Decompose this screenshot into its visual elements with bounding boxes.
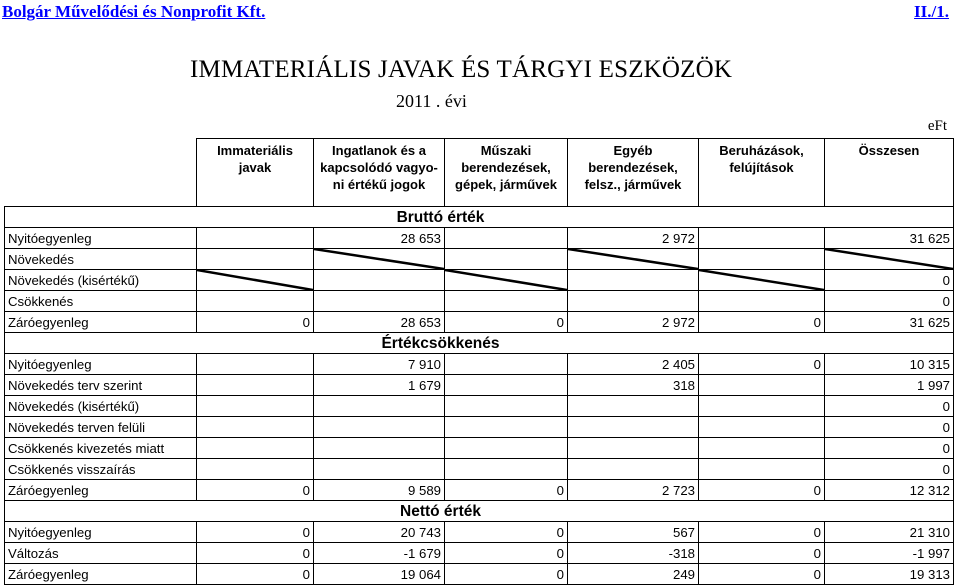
row-label: Növekedés (kisértékű) — [5, 270, 197, 291]
value-cell — [314, 291, 445, 312]
row-label: Növekedés terv szerint — [5, 375, 197, 396]
section-row — [5, 207, 954, 228]
value-cell — [445, 249, 568, 270]
table-row — [5, 375, 954, 396]
value-cell — [445, 438, 568, 459]
value-cell: 0 — [197, 564, 314, 585]
column-header: Immateriális javak — [197, 139, 314, 207]
section-spacer — [5, 333, 197, 354]
value-cell: 0 — [825, 396, 954, 417]
header-blank-cell — [5, 139, 197, 207]
value-cell — [568, 291, 699, 312]
value-cell: 0 — [699, 522, 825, 543]
value-cell — [314, 396, 445, 417]
value-cell — [197, 459, 314, 480]
value-cell: 0 — [825, 459, 954, 480]
table-row — [5, 396, 954, 417]
row-label: Növekedés — [5, 249, 197, 270]
value-cell: 19 064 — [314, 564, 445, 585]
diagonal-strike — [825, 249, 953, 269]
row-label: Nyitóegyenleg — [5, 522, 197, 543]
value-cell: 0 — [825, 291, 954, 312]
value-cell — [314, 417, 445, 438]
section-spacer — [699, 207, 825, 228]
value-cell: 20 743 — [314, 522, 445, 543]
value-cell: 0 — [825, 438, 954, 459]
value-cell: 0 — [445, 522, 568, 543]
asset-table — [4, 138, 954, 585]
value-cell: 7 910 — [314, 354, 445, 375]
value-cell: 28 653 — [314, 312, 445, 333]
row-label: Nyitóegyenleg — [5, 228, 197, 249]
value-cell: 0 — [699, 480, 825, 501]
table-row — [5, 249, 954, 270]
value-cell — [699, 228, 825, 249]
section-spacer — [825, 501, 954, 522]
column-header: Műszaki berendezések, gépek, járművek — [445, 139, 568, 207]
value-cell — [699, 291, 825, 312]
section-spacer — [699, 333, 825, 354]
value-cell: 12 312 — [825, 480, 954, 501]
value-cell: 28 653 — [314, 228, 445, 249]
table-row — [5, 417, 954, 438]
section-title-netto: Nettó érték — [314, 501, 568, 522]
crossed-out-cell — [825, 249, 954, 270]
value-cell — [197, 396, 314, 417]
value-cell: 10 315 — [825, 354, 954, 375]
section-row — [5, 333, 954, 354]
value-cell — [314, 459, 445, 480]
row-label: Változás — [5, 543, 197, 564]
column-header-row — [5, 139, 954, 207]
value-cell — [197, 417, 314, 438]
value-cell — [699, 249, 825, 270]
value-cell: -1 997 — [825, 543, 954, 564]
section-spacer — [197, 207, 314, 228]
value-cell — [197, 228, 314, 249]
table-row — [5, 459, 954, 480]
value-cell: 0 — [699, 543, 825, 564]
value-cell — [699, 438, 825, 459]
row-label: Növekedés (kisértékű) — [5, 396, 197, 417]
value-cell — [568, 396, 699, 417]
value-cell: -1 679 — [314, 543, 445, 564]
section-spacer — [5, 501, 197, 522]
value-cell: 0 — [825, 417, 954, 438]
diagonal-strike — [445, 270, 567, 290]
table-row — [5, 543, 954, 564]
table-row — [5, 564, 954, 585]
value-cell — [445, 354, 568, 375]
column-header: Ingatlanok és a kapcsolódó vagyo-ni értékű jogok — [314, 139, 445, 207]
value-cell — [568, 270, 699, 291]
value-cell — [699, 459, 825, 480]
value-cell: 21 310 — [825, 522, 954, 543]
value-cell — [197, 354, 314, 375]
column-header: Összesen — [825, 139, 954, 207]
table-row — [5, 291, 954, 312]
value-cell: 2 405 — [568, 354, 699, 375]
currency-unit: eFt — [927, 118, 947, 134]
value-cell — [445, 459, 568, 480]
table-row — [5, 270, 954, 291]
value-cell — [445, 375, 568, 396]
page-title: IMMATERIÁLIS JAVAK ÉS TÁRGYI ESZKÖZÖK — [190, 56, 733, 83]
column-header: Egyéb berendezések, felsz., járművek — [568, 139, 699, 207]
value-cell: 0 — [445, 312, 568, 333]
value-cell: 0 — [197, 312, 314, 333]
diagonal-strike — [568, 249, 698, 269]
value-cell — [197, 291, 314, 312]
value-cell: 0 — [825, 270, 954, 291]
section-title-ertekcsokkenes: Értékcsökkenés — [314, 333, 568, 354]
value-cell: 1 679 — [314, 375, 445, 396]
section-row — [5, 501, 954, 522]
value-cell — [568, 417, 699, 438]
value-cell: 1 997 — [825, 375, 954, 396]
value-cell: 31 625 — [825, 312, 954, 333]
crossed-out-cell — [568, 249, 699, 270]
crossed-out-cell — [445, 270, 568, 291]
company-name: Bolgár Művelődési és Nonprofit Kft. — [2, 2, 266, 21]
report-year: 2011 . évi — [396, 91, 467, 111]
row-label: Záróegyenleg — [5, 312, 197, 333]
crossed-out-cell — [699, 270, 825, 291]
value-cell: 0 — [445, 543, 568, 564]
value-cell: 567 — [568, 522, 699, 543]
value-cell: 0 — [699, 564, 825, 585]
value-cell — [314, 270, 445, 291]
row-label: Nyitóegyenleg — [5, 354, 197, 375]
section-title-brutto: Bruttó érték — [314, 207, 568, 228]
value-cell — [445, 291, 568, 312]
diagonal-strike — [699, 270, 824, 290]
value-cell — [197, 375, 314, 396]
row-label: Záróegyenleg — [5, 480, 197, 501]
value-cell: 2 972 — [568, 312, 699, 333]
value-cell: -318 — [568, 543, 699, 564]
row-label: Csökkenés — [5, 291, 197, 312]
value-cell — [568, 438, 699, 459]
value-cell — [445, 396, 568, 417]
diagonal-strike — [197, 270, 313, 290]
value-cell: 0 — [699, 354, 825, 375]
value-cell: 31 625 — [825, 228, 954, 249]
value-cell: 0 — [197, 480, 314, 501]
diagonal-strike — [314, 249, 444, 269]
value-cell: 19 313 — [825, 564, 954, 585]
crossed-out-cell — [197, 270, 314, 291]
section-spacer — [5, 207, 197, 228]
value-cell: 0 — [445, 480, 568, 501]
value-cell — [197, 438, 314, 459]
value-cell: 9 589 — [314, 480, 445, 501]
value-cell: 0 — [699, 312, 825, 333]
section-spacer — [197, 333, 314, 354]
column-header: Beruházások, felújítások — [699, 139, 825, 207]
crossed-out-cell — [314, 249, 445, 270]
value-cell — [197, 249, 314, 270]
value-cell: 249 — [568, 564, 699, 585]
value-cell — [699, 396, 825, 417]
table-row — [5, 228, 954, 249]
table-row — [5, 480, 954, 501]
section-spacer — [699, 501, 825, 522]
table-row — [5, 312, 954, 333]
section-spacer — [568, 501, 699, 522]
section-spacer — [568, 207, 699, 228]
row-label: Csökkenés kivezetés miatt — [5, 438, 197, 459]
value-cell: 0 — [197, 543, 314, 564]
table-row — [5, 354, 954, 375]
row-label: Növekedés terven felüli — [5, 417, 197, 438]
value-cell: 2 972 — [568, 228, 699, 249]
section-spacer — [197, 501, 314, 522]
value-cell: 0 — [197, 522, 314, 543]
section-spacer — [825, 207, 954, 228]
row-label: Csökkenés visszaírás — [5, 459, 197, 480]
value-cell — [314, 438, 445, 459]
value-cell — [568, 459, 699, 480]
value-cell: 0 — [445, 564, 568, 585]
value-cell — [699, 417, 825, 438]
value-cell: 318 — [568, 375, 699, 396]
page-number: II./1. — [914, 2, 949, 21]
value-cell — [445, 417, 568, 438]
section-spacer — [568, 333, 699, 354]
table-row — [5, 522, 954, 543]
value-cell: 2 723 — [568, 480, 699, 501]
value-cell — [445, 228, 568, 249]
section-spacer — [825, 333, 954, 354]
table-row — [5, 438, 954, 459]
value-cell — [699, 375, 825, 396]
row-label: Záróegyenleg — [5, 564, 197, 585]
